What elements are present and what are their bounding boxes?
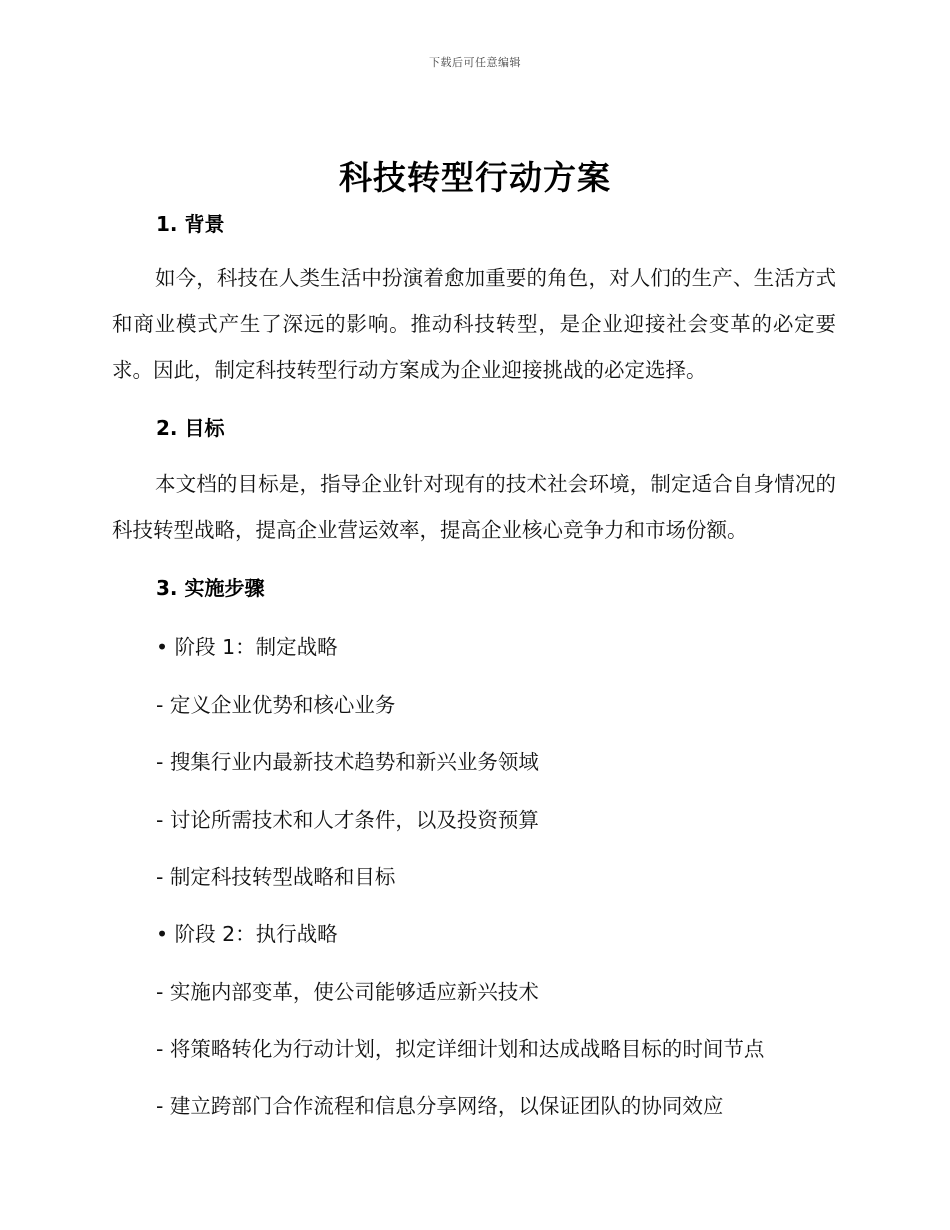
- section-heading-goal: 2. 目标: [156, 416, 225, 440]
- goal-paragraph: 本文档的目标是，指导企业针对现有的技术社会环境，制定适合自身情况的科技转型战略，提高企业营运效率，提高企业核心竞争力和市场份额。: [112, 472, 836, 542]
- section-heading-steps: 3. 实施步骤: [156, 576, 265, 600]
- step-item: - 将策略转化为行动计划，拟定详细计划和达成战略目标的时间节点: [156, 1037, 765, 1061]
- step-item: - 讨论所需技术和人才条件，以及投资预算: [156, 808, 539, 832]
- phase-1-item: • 阶段 1：制定战略: [156, 635, 338, 659]
- background-paragraph: 如今，科技在人类生活中扮演着愈加重要的角色，对人们的生产、生活方式和商业模式产生了深远的影响。推动科技转型，是企业迎接社会变革的必定要求。因此，制定科技转型行动方案成为企业迎接挑战的必定选择。: [112, 266, 836, 382]
- page-header-note: 下载后可任意编辑: [429, 56, 521, 69]
- step-item: - 实施内部变革，使公司能够适应新兴技术: [156, 980, 539, 1004]
- step-item: - 制定科技转型战略和目标: [156, 865, 396, 889]
- step-item: - 搜集行业内最新技术趋势和新兴业务领域: [156, 750, 539, 774]
- document-title: 科技转型行动方案: [339, 158, 611, 197]
- phase-2-item: • 阶段 2：执行战略: [156, 922, 338, 946]
- section-heading-background: 1. 背景: [156, 212, 225, 236]
- step-item: - 定义企业优势和核心业务: [156, 693, 396, 717]
- step-item: - 建立跨部门合作流程和信息分享网络，以保证团队的协同效应: [156, 1094, 724, 1118]
